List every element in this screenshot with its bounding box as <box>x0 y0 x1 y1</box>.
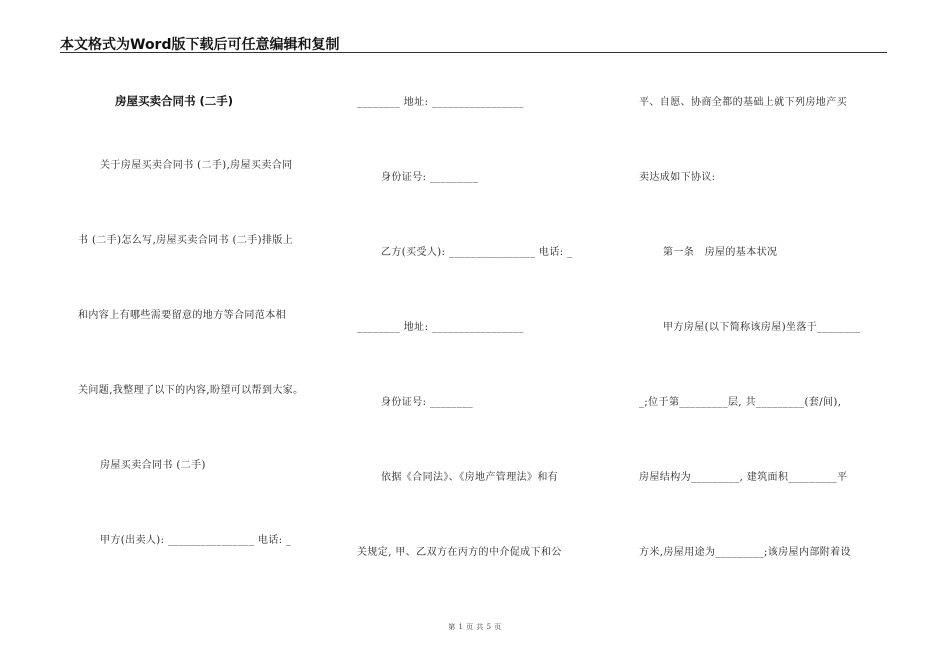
page-indicator: 第 1 页 共 5 页 <box>448 623 502 631</box>
paragraph-line: 平、自愿、协商全都的基础上就下列房地产买 <box>639 97 847 108</box>
seller-id-line: 身份证号: _________ <box>381 172 479 183</box>
article-heading: 第一条 房屋的基本状况 <box>663 247 778 258</box>
paragraph-line: 和内容上有哪些需要留意的地方等合同范本相 <box>78 310 286 321</box>
property-structure-line: 房屋结构为_________, 建筑面积_________平 <box>639 472 848 483</box>
property-floor-line: _;位于第_________层, 共_________(套/间), <box>639 397 842 408</box>
text-column-1 <box>60 0 325 672</box>
text-column-3 <box>637 0 892 672</box>
text-column-2 <box>355 0 610 672</box>
buyer-id-line: 身份证号: ________ <box>381 397 474 408</box>
document-title: 房屋买卖合同书 (二手) <box>115 94 234 108</box>
seller-line: 甲方(出卖人): ________________ 电话: _ <box>100 535 292 546</box>
paragraph-line: 关规定, 甲、乙双方在丙方的中介促成下和公 <box>357 547 562 558</box>
paragraph-line: 关问题,我整理了以下的内容,盼望可以帮到大家。 <box>78 385 304 396</box>
section-heading: 房屋买卖合同书 (二手) <box>100 460 206 471</box>
seller-address-line: ________ 地址: _________________ <box>357 97 524 108</box>
paragraph-line: 卖达成如下协议: <box>639 172 716 183</box>
paragraph-line: 关于房屋买卖合同书 (二手),房屋买卖合同 <box>100 160 293 171</box>
document-header-title: 本文格式为Word版下载后可任意编辑和复制 <box>60 37 340 53</box>
buyer-line: 乙方(买受人): ________________ 电话: _ <box>381 247 573 258</box>
buyer-address-line: ________ 地址: _________________ <box>357 322 524 333</box>
paragraph-line: 书 (二手)怎么写,房屋买卖合同书 (二手)排版上 <box>78 235 294 246</box>
paragraph-line: 依据《合同法》、《房地产管理法》和有 <box>381 472 559 483</box>
property-location-line: 甲方房屋(以下简称该房屋)坐落于________ <box>663 322 861 333</box>
property-usage-line: 方米,房屋用途为_________;该房屋内部附着设 <box>639 547 851 558</box>
